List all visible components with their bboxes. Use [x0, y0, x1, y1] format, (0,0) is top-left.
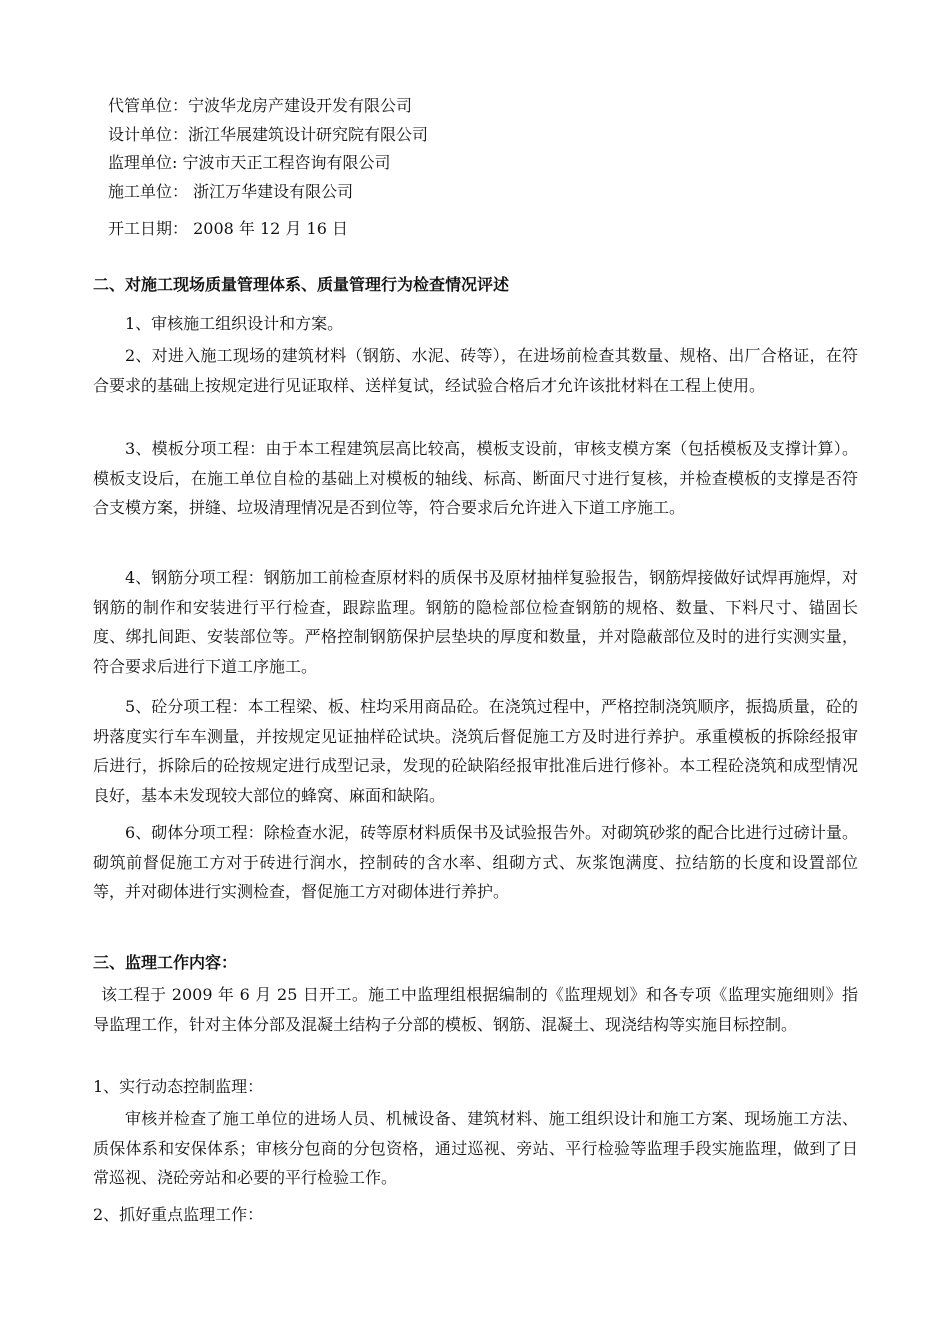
supervision-unit-line: 监理单位: 宁波市天正工程咨询有限公司 [108, 153, 391, 172]
section-3-sub-2-title: 2、抓好重点监理工作： [93, 1205, 264, 1224]
section-2-heading: 二、对施工现场质量管理体系、质量管理行为检查情况评述 [93, 275, 510, 294]
section-3-sub-1-title: 1、实行动态控制监理： [93, 1077, 264, 1096]
start-date-line: 开工日期： 2008 年 12 月 16 日 [108, 219, 348, 238]
section-2-item-5: 5、砼分项工程：本工程梁、板、柱均采用商品砼。在浇筑过程中，严格控制浇筑顺序，振捣质量，砼的坍落度实行车车测量，并按规定见证抽样砼试块。浇筑后督促施工方及时进行养护。承重模板的拆除经报审后进行，拆除后的砼按规定进行成型记录，发现的砼缺陷经报审批准后进行修补。本工程砼浇筑和成型情况良好，基本未发现较大部位的蜂窝、麻面和缺陷。 [93, 697, 858, 805]
section-3-intro: 该工程于 2009 年 6 月 25 日开工。施工中监理组根据编制的《监理规划》和各专项《监理实施细则》指导监理工作，针对主体分部及混凝土结构子分部的模板、钢筋、混凝土、现浇结构等实施目标控制。 [93, 985, 858, 1034]
section-2-item-4: 4、钢筋分项工程：钢筋加工前检查原材料的质保书及原材抽样复验报告，钢筋焊接做好试焊再施焊，对钢筋的制作和安装进行平行检查，跟踪监理。钢筋的隐检部位检查钢筋的规格、数量、下料尺寸、锚固长度、绑扎间距、安装部位等。严格控制钢筋保护层垫块的厚度和数量，并对隐蔽部位及时的进行实测实量，符合要求后进行下道工序施工。 [93, 568, 858, 676]
managing-unit-line: 代管单位：宁波华龙房产建设开发有限公司 [108, 96, 413, 115]
construction-unit-line: 施工单位： 浙江万华建设有限公司 [108, 182, 354, 201]
section-2-item-6: 6、砌体分项工程：除检查水泥，砖等原材料质保书及试验报告外。对砌筑砂浆的配合比进行过磅计量。砌筑前督促施工方对于砖进行润水，控制砖的含水率、组砌方式、灰浆饱满度、拉结筋的长度和设置部位等，并对砌体进行实测检查，督促施工方对砌体进行养护。 [93, 823, 858, 902]
section-2-item-3: 3、模板分项工程：由于本工程建筑层高比较高，模板支设前，审核支模方案（包括模板及支撑计算）。模板支设后，在施工单位自检的基础上对模板的轴线、标高、断面尺寸进行复核，并检查模板的支撑是否符合支模方案，拼缝、垃圾清理情况是否到位等，符合要求后允许进入下道工序施工。 [93, 439, 858, 518]
section-3-sub-1-body: 审核并检查了施工单位的进场人员、机械设备、建筑材料、施工组织设计和施工方案、现场施工方法、质保体系和安保体系；审核分包商的分包资格，通过巡视、旁站、平行检验等监理手段实施监理，做到了日常巡视、浇砼旁站和必要的平行检验工作。 [93, 1109, 858, 1188]
design-unit-line: 设计单位：浙江华展建筑设计研究院有限公司 [108, 125, 429, 144]
section-2-item-1: 1、审核施工组织设计和方案。 [125, 314, 344, 333]
section-2-item-2: 2、对进入施工现场的建筑材料（钢筋、水泥、砖等），在进场前检查其数量、规格、出厂合格证，在符合要求的基础上按规定进行见证取样、送样复试，经试验合格后才允许该批材料在工程上使用。 [93, 346, 858, 395]
section-3-heading: 三、监理工作内容： [93, 953, 238, 972]
